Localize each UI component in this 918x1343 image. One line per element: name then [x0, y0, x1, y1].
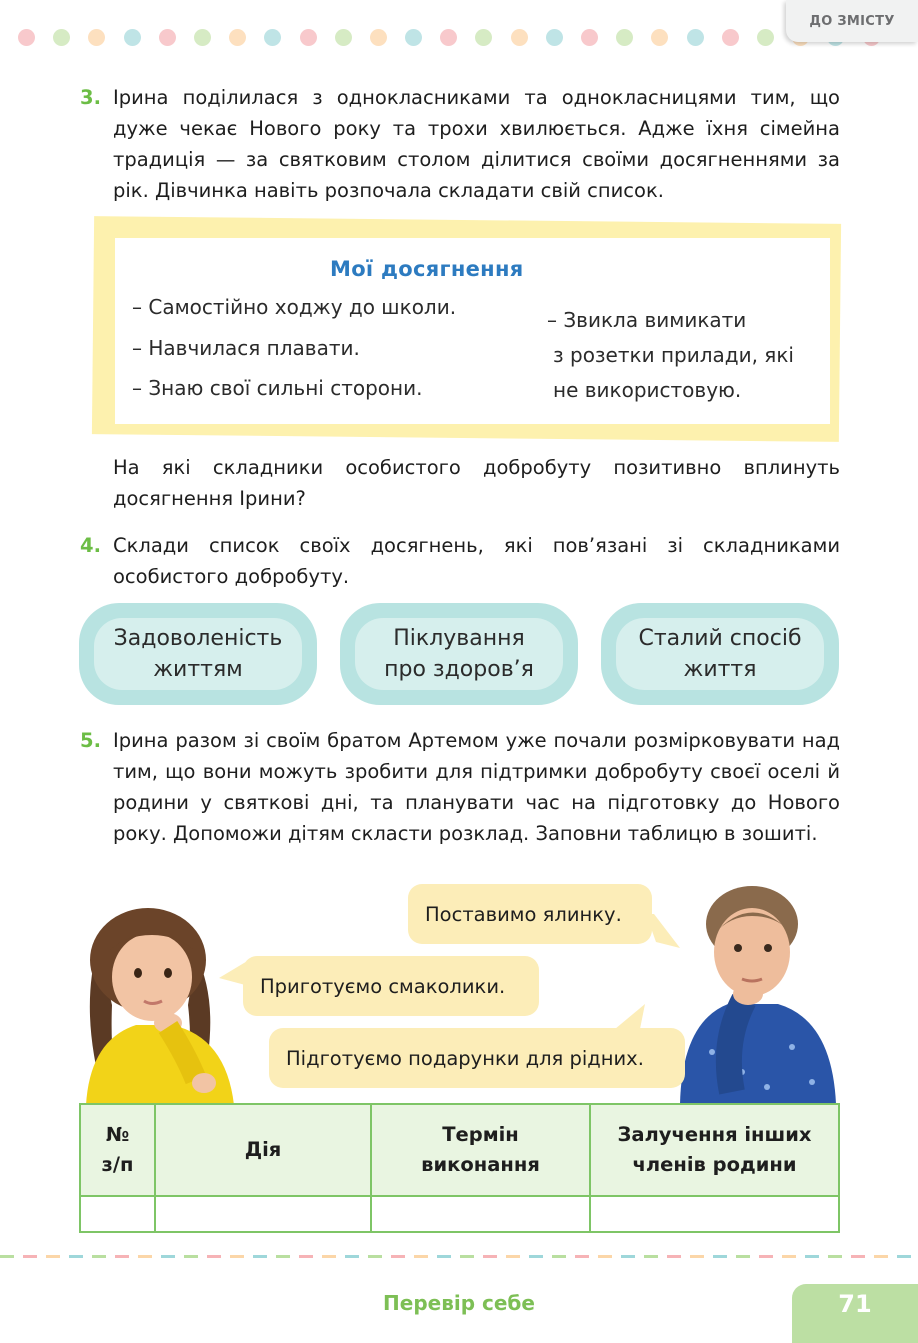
- header-text: №: [105, 1123, 130, 1146]
- dash-segment: [437, 1255, 451, 1258]
- task-text: Ірина разом зі своїм братом Артемом уже почали розмірковувати над тим, що вони можуть зробити для підтримки добробуту своєї оселі й родини у святкові дні, та планувати час на підготовку до Нового року. Допоможи дітям скласти розклад. Заповни таблицю в зошиті.: [113, 729, 840, 845]
- decorative-dot: [194, 29, 211, 46]
- decorative-dot: [159, 29, 176, 46]
- dash-segment: [391, 1255, 405, 1258]
- schedule-table: [79, 1103, 840, 1233]
- dash-segment: [690, 1255, 704, 1258]
- achievement-item: не використовую.: [553, 378, 742, 402]
- decorative-dot: [335, 29, 352, 46]
- decorative-dot: [88, 29, 105, 46]
- task-text: Склади список своїх досягнень, які пов’язані зі складниками особистого добробуту.: [113, 534, 840, 588]
- dash-segment: [184, 1255, 198, 1258]
- decorative-dot: [124, 29, 141, 46]
- dash-segment: [736, 1255, 750, 1258]
- speech-bubble-text: Приготуємо смаколики.: [260, 974, 506, 998]
- header-text: Термін: [442, 1123, 519, 1146]
- header-text: Дія: [244, 1138, 282, 1161]
- task-3: [80, 82, 840, 206]
- achievement-item: – Самостійно ходжу до школи.: [132, 295, 457, 319]
- task-4: [80, 530, 840, 592]
- dash-segment: [207, 1255, 221, 1258]
- decorative-dot: [581, 29, 598, 46]
- task-number: 3.: [80, 86, 101, 109]
- wellbeing-component-pill: [601, 603, 839, 705]
- table-header-cell: [80, 1104, 155, 1196]
- dash-segment: [575, 1255, 589, 1258]
- table-header-cell: [371, 1104, 590, 1196]
- dash-segment: [621, 1255, 635, 1258]
- dash-segment: [368, 1255, 382, 1258]
- dash-segment: [46, 1255, 60, 1258]
- bubble-tail: [609, 1004, 649, 1034]
- dash-segment: [23, 1255, 37, 1258]
- boy-illustration: [672, 882, 842, 1104]
- dash-segment: [460, 1255, 474, 1258]
- decorative-dashed-line: [0, 1255, 918, 1259]
- pill-line: Піклування: [393, 626, 525, 651]
- dash-segment: [805, 1255, 819, 1258]
- speech-bubble-text: Поставимо ялинку.: [425, 902, 622, 926]
- dash-segment: [874, 1255, 888, 1258]
- decorative-dot: [264, 29, 281, 46]
- pill-line: Задоволеність: [113, 626, 283, 651]
- bubble-tail: [219, 956, 249, 986]
- table-header-cell: [590, 1104, 839, 1196]
- dash-segment: [138, 1255, 152, 1258]
- header-text: членів родини: [632, 1153, 797, 1176]
- pill-line: життя: [683, 657, 757, 682]
- header-text: Залучення інших: [617, 1123, 812, 1146]
- pill-line: життям: [153, 657, 243, 682]
- page-number: 71: [792, 1284, 918, 1343]
- dash-segment: [115, 1255, 129, 1258]
- dash-segment: [759, 1255, 773, 1258]
- dash-segment: [897, 1255, 911, 1258]
- dash-segment: [851, 1255, 865, 1258]
- decorative-dot: [511, 29, 528, 46]
- dash-segment: [483, 1255, 497, 1258]
- achievement-item: – Знаю свої сильні сторони.: [132, 376, 423, 400]
- dash-segment: [345, 1255, 359, 1258]
- question-text: На які складники особистого добробуту позитивно вплинуть досягнення Ірини?: [113, 456, 840, 510]
- dash-segment: [69, 1255, 83, 1258]
- decorative-dot: [405, 29, 422, 46]
- speech-bubble: [408, 884, 652, 944]
- dash-segment: [828, 1255, 842, 1258]
- pill-label: [355, 618, 563, 690]
- table-cell: [371, 1196, 590, 1232]
- dash-segment: [506, 1255, 520, 1258]
- decorative-dot: [757, 29, 774, 46]
- decorative-dot: [53, 29, 70, 46]
- achievement-item: – Звикла вимикати: [547, 308, 747, 332]
- dash-segment: [322, 1255, 336, 1258]
- speech-bubble-text: Підготуємо подарунки для рідних.: [286, 1046, 644, 1070]
- wellbeing-component-pill: [340, 603, 578, 705]
- decorative-dot: [651, 29, 668, 46]
- table-cell: [80, 1196, 155, 1232]
- dash-segment: [552, 1255, 566, 1258]
- decorative-dot: [300, 29, 317, 46]
- dash-segment: [529, 1255, 543, 1258]
- task-number: 4.: [80, 534, 101, 557]
- decorative-dot: [722, 29, 739, 46]
- speech-bubble: [243, 956, 539, 1016]
- pill-line: про здоров’я: [384, 657, 534, 682]
- wellbeing-component-pill: [79, 603, 317, 705]
- header-text: з/п: [101, 1153, 134, 1176]
- dash-segment: [598, 1255, 612, 1258]
- dash-segment: [276, 1255, 290, 1258]
- dash-segment: [0, 1255, 14, 1258]
- table-row: [80, 1196, 839, 1232]
- dash-segment: [92, 1255, 106, 1258]
- dash-segment: [230, 1255, 244, 1258]
- decorative-dot: [546, 29, 563, 46]
- speech-bubble: [269, 1028, 685, 1088]
- task-number: 5.: [80, 729, 101, 752]
- decorative-dot: [370, 29, 387, 46]
- achievement-item: з розетки прилади, які: [553, 343, 794, 367]
- task-text: Ірина поділилася з однокласниками та однокласницями тим, що дуже чекає Нового року та трохи хвилюється. Адже їхня сімейна традиція — за святковим столом ділитися своїми досягненнями за рік. Дівчинка навіть розпочала складати свій список.: [113, 86, 840, 202]
- dash-segment: [782, 1255, 796, 1258]
- decorative-dot: [229, 29, 246, 46]
- dash-segment: [299, 1255, 313, 1258]
- pill-line: Сталий спосіб: [638, 626, 802, 651]
- footer-section-title: Перевір себе: [383, 1291, 535, 1315]
- decorative-dots-row: [18, 29, 880, 46]
- table-cell: [155, 1196, 371, 1232]
- dash-segment: [667, 1255, 681, 1258]
- pill-label: [94, 618, 302, 690]
- dash-segment: [414, 1255, 428, 1258]
- decorative-dot: [687, 29, 704, 46]
- header-text: виконання: [421, 1153, 540, 1176]
- decorative-dot: [440, 29, 457, 46]
- table-header-cell: [155, 1104, 371, 1196]
- table-cell: [590, 1196, 839, 1232]
- dash-segment: [644, 1255, 658, 1258]
- decorative-dot: [475, 29, 492, 46]
- achievement-item: – Навчилася плавати.: [132, 336, 360, 360]
- dash-segment: [713, 1255, 727, 1258]
- pill-label: [616, 618, 824, 690]
- bubble-tail: [646, 914, 686, 950]
- achievements-title: Мої досягнення: [330, 257, 524, 281]
- toc-link-button[interactable]: ДО ЗМІСТУ: [786, 0, 918, 42]
- decorative-dot: [18, 29, 35, 46]
- decorative-dot: [616, 29, 633, 46]
- dash-segment: [161, 1255, 175, 1258]
- task-5: [80, 725, 840, 849]
- table-header-row: [80, 1104, 839, 1196]
- dash-segment: [253, 1255, 267, 1258]
- girl-illustration: [76, 905, 246, 1105]
